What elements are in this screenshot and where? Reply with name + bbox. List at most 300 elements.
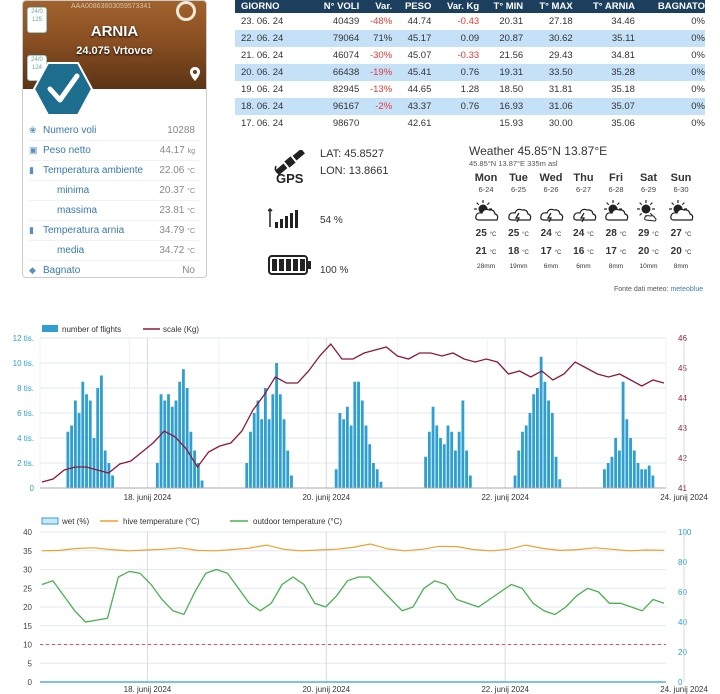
- table-row: [235, 115, 705, 132]
- flight-bar: [175, 401, 178, 489]
- table-cell: 19. 06. 24: [241, 84, 284, 95]
- flight-bar: [540, 357, 543, 488]
- flight-bar: [346, 407, 349, 488]
- legend-swatch-wet: [42, 518, 58, 524]
- table-header-cell: T° MIN: [479, 0, 523, 13]
- forecast-day: [568, 172, 600, 270]
- forecast-precip-unit: mm: [516, 263, 528, 270]
- battery-icon: [268, 255, 312, 275]
- table-cell: 23. 06. 24: [241, 16, 284, 27]
- forecast-day: [633, 172, 665, 270]
- x-tick-label: 18. junij 2024: [123, 685, 172, 694]
- flight-bar: [622, 382, 625, 488]
- property-value-number: 23.81: [159, 205, 185, 216]
- weight-icon: ▣: [29, 145, 38, 155]
- table-cell: 19.31: [479, 64, 523, 81]
- forecast-day: [470, 172, 502, 270]
- sun-cloud-icon: [470, 200, 502, 224]
- flight-bar: [644, 469, 647, 488]
- flight-bar: [529, 413, 532, 488]
- flight-bar: [443, 444, 446, 488]
- flight-bar: [257, 401, 260, 489]
- flight-bar: [458, 432, 461, 488]
- flight-bar: [521, 432, 524, 488]
- table-cell: 96167: [307, 98, 360, 115]
- right-tick-label: 40: [678, 618, 687, 627]
- flight-bar: [89, 401, 92, 489]
- table-cell: 79064: [307, 30, 360, 47]
- flight-bar: [625, 419, 628, 488]
- property-value: [159, 241, 195, 261]
- forecast-precip: [568, 263, 600, 270]
- forecast-day-name: Thu: [573, 172, 594, 184]
- storm-icon: [568, 200, 600, 224]
- flight-bar: [424, 457, 427, 488]
- left-tick-label: 20: [23, 603, 32, 612]
- table-cell: 17. 06. 24: [241, 118, 284, 129]
- flight-bar: [182, 369, 185, 488]
- location-pin-icon[interactable]: [190, 67, 200, 84]
- flight-bar: [342, 419, 345, 488]
- right-tick-label: 80: [678, 558, 687, 567]
- forecast-precip-unit: mm: [677, 263, 689, 270]
- property-unit: °C: [187, 168, 195, 175]
- property-row: [29, 181, 199, 201]
- table-cell: 20. 06. 24: [235, 64, 307, 81]
- table-row: [235, 81, 705, 98]
- table-cell: 29.43: [548, 50, 573, 61]
- table-cell: [431, 115, 479, 132]
- right-tick-label: 100: [678, 528, 692, 537]
- forecast-unit: °C: [684, 232, 692, 238]
- left-tick-label: 40: [23, 528, 32, 537]
- table-cell: 18.50: [499, 84, 524, 95]
- table-cell: -48%: [369, 16, 393, 27]
- property-value: [160, 141, 195, 161]
- hive-temperature-line: [42, 544, 664, 551]
- table-header-cell: Var. Kg: [431, 0, 479, 13]
- forecast-max-value: 24: [573, 228, 585, 239]
- flight-bar: [651, 476, 654, 489]
- forecast-precip-unit: mm: [646, 263, 658, 270]
- table-cell: 21. 06. 24: [241, 50, 284, 61]
- storm-icon: [503, 200, 535, 224]
- forecast-precip: [600, 263, 632, 270]
- property-row: [29, 141, 199, 161]
- sun-cloud-icon: [600, 200, 632, 224]
- forecast-max: [470, 228, 502, 239]
- flight-bar: [107, 463, 110, 488]
- property-row: [29, 161, 199, 181]
- x-tick-label: 20. junij 2024: [302, 685, 351, 694]
- table-cell: 46074: [332, 50, 360, 61]
- flight-bar: [603, 469, 606, 488]
- property-row: [29, 261, 199, 278]
- forecast-min: [665, 246, 697, 257]
- table-cell: 34.46: [611, 16, 635, 27]
- forecast-precip: [633, 263, 665, 270]
- table-row: [235, 64, 705, 81]
- property-row: [29, 241, 199, 261]
- forecast-max: [600, 228, 632, 239]
- right-tick-label: 0: [678, 678, 683, 687]
- property-value-number: 10288: [167, 125, 195, 136]
- flight-bar: [201, 481, 204, 489]
- forecast-max: [503, 228, 535, 239]
- hive-properties: [29, 121, 199, 278]
- right-tick-label: 20: [678, 648, 687, 657]
- forecast-date: 6-27: [575, 185, 591, 194]
- table-cell: 66438: [307, 64, 360, 81]
- flight-bar: [607, 463, 610, 488]
- table-cell: [359, 115, 392, 132]
- forecast-unit: °C: [554, 250, 562, 256]
- table-cell: 1.28: [460, 84, 480, 95]
- x-tick-label: 20. junij 2024: [302, 493, 351, 502]
- left-tick-label: 10 tis.: [12, 359, 34, 368]
- forecast-max-value: 27: [670, 228, 682, 239]
- forecast-max-value: 29: [638, 228, 650, 239]
- forecast-precip: [470, 263, 502, 270]
- forecast-date: 6-30: [673, 185, 689, 194]
- thermometer-icon: ▮: [29, 225, 34, 235]
- flight-bar: [96, 388, 99, 488]
- flight-bar: [275, 363, 278, 488]
- status-box-top-line1: 24/0: [31, 9, 43, 15]
- table-cell: 27.18: [548, 16, 573, 27]
- table-cell: 0.76: [431, 98, 479, 115]
- table-cell: 0.76: [431, 64, 479, 81]
- left-tick-label: 10: [23, 640, 32, 650]
- forecast-precip: [665, 263, 697, 270]
- property-value-number: 20.37: [159, 185, 185, 196]
- bee-icon: ❀: [29, 125, 37, 135]
- flight-bar: [633, 451, 636, 489]
- property-value: [159, 221, 195, 241]
- hive-name: ARNIA: [90, 23, 139, 40]
- table-row: [235, 13, 705, 30]
- left-tick-label: 8 tis.: [17, 384, 34, 393]
- forecast-precip-value: 28: [476, 263, 485, 270]
- flight-bar: [74, 401, 77, 489]
- forecast-min: [535, 246, 567, 257]
- table-cell: 35.18: [611, 84, 635, 95]
- table-cell: 0%: [635, 64, 705, 81]
- table-cell: 35.28: [573, 64, 635, 81]
- forecast-max-value: 25: [508, 228, 520, 239]
- gps-latitude: LAT: 45.8527: [320, 148, 385, 160]
- forecast-precip-value: 19: [509, 263, 517, 270]
- chart2-legend[interactable]: [42, 517, 342, 526]
- legend-label-outdoor: outdoor temperature (°C): [253, 517, 343, 526]
- forecast-date: 6-28: [608, 185, 624, 194]
- flight-bar: [283, 419, 286, 488]
- flight-bar: [365, 426, 368, 489]
- legend-label-flights: number of flights: [62, 325, 122, 334]
- thermometer-icon: ▮: [29, 165, 34, 175]
- flight-bar: [171, 407, 174, 488]
- forecast-unit: °C: [652, 232, 659, 238]
- forecast-day-name: Wed: [539, 172, 563, 184]
- property-label: Temperatura arnia: [43, 225, 125, 236]
- hive-card: [22, 0, 207, 278]
- forecast-min-value: 18: [508, 246, 520, 257]
- forecast-unit: °C: [684, 250, 692, 256]
- table-cell: 40439: [332, 16, 360, 27]
- table-cell: 35.06: [611, 118, 635, 129]
- property-value: [159, 201, 195, 221]
- table-cell: -30%: [369, 50, 393, 61]
- forecast-precip-unit: mm: [612, 263, 624, 270]
- x-tick-label: 18. junij 2024: [123, 493, 172, 502]
- flight-bar: [81, 382, 84, 488]
- table-cell: -19%: [359, 64, 392, 81]
- forecast-date: 6-24: [478, 185, 494, 194]
- property-value-number: 22.06: [159, 165, 185, 176]
- flight-bar: [260, 419, 263, 488]
- forecast-min: [568, 246, 600, 257]
- property-unit: °C: [187, 188, 195, 195]
- flight-bar: [350, 426, 353, 489]
- property-label: Numero voli: [43, 125, 97, 136]
- forecast-precip-unit: mm: [484, 263, 496, 270]
- forecast-unit: °C: [554, 232, 562, 238]
- flight-bar: [376, 469, 379, 488]
- forecast-unit: °C: [587, 232, 594, 238]
- forecast-day-name: Sun: [670, 172, 692, 184]
- flight-bar: [78, 413, 81, 488]
- check-hexagon-icon: [33, 61, 93, 117]
- hive-code: AAA00863603059573341: [71, 3, 152, 10]
- table-row: [235, 98, 705, 115]
- property-value: [182, 261, 195, 278]
- table-cell: 45.07: [407, 50, 432, 61]
- flight-bar: [514, 476, 517, 489]
- property-value-number: No: [182, 265, 195, 276]
- forecast-min-value: 20: [670, 246, 682, 257]
- table-cell: 42.61: [407, 118, 432, 129]
- signal-bars-icon: [268, 207, 300, 229]
- property-unit: °C: [187, 228, 195, 235]
- gps-longitude: LON: 13.8661: [320, 165, 389, 177]
- flight-bar: [372, 463, 375, 488]
- forecast-unit: °C: [587, 250, 594, 256]
- weather-subtitle: 45.85°N 13.87°E 335m asl: [469, 159, 558, 168]
- x-tick-label: 22. junij 2024: [481, 685, 529, 694]
- table-cell: -2%: [359, 98, 392, 115]
- flight-bar: [547, 401, 550, 489]
- forecast-max-value: 25: [475, 228, 487, 239]
- table-cell: 15.93: [499, 118, 524, 129]
- forecast-precip-unit: mm: [579, 263, 591, 270]
- flight-bar: [558, 479, 561, 488]
- flight-bar: [629, 438, 632, 488]
- left-tick-label: 0: [27, 678, 32, 687]
- forecast-min: [470, 246, 502, 257]
- property-label: media: [57, 245, 85, 256]
- left-tick-label: 12 tis.: [12, 334, 34, 343]
- x-tick-label: 24. junij 2024: [660, 493, 708, 502]
- forecast-max: [633, 228, 665, 239]
- forecast-date: 6-25: [510, 185, 526, 194]
- forecast-max-value: 24: [540, 228, 552, 239]
- flight-bar: [178, 382, 181, 488]
- table-cell: 43.37: [392, 98, 431, 115]
- table-header-cell: PESO: [392, 0, 431, 13]
- property-unit: °C: [187, 208, 195, 215]
- forecast-max-value: 28: [605, 228, 617, 239]
- flight-bar: [435, 426, 438, 489]
- flight-bar: [357, 382, 360, 488]
- table-cell: -0.33: [457, 50, 480, 61]
- flight-bar: [268, 419, 271, 488]
- daily-table: [235, 0, 705, 132]
- flight-bar: [454, 451, 457, 489]
- left-tick-label: 5: [27, 659, 32, 669]
- flight-bar: [290, 476, 293, 489]
- forecast-day-name: Mon: [474, 172, 498, 184]
- left-tick-label: 25: [23, 584, 32, 594]
- property-value-number: 34.72: [159, 245, 185, 256]
- table-cell: 0%: [691, 50, 705, 61]
- flight-bar: [618, 451, 621, 489]
- flight-bar: [447, 426, 450, 489]
- gear-icon[interactable]: [176, 1, 196, 21]
- left-tick-label: 0: [29, 484, 34, 493]
- property-value: [159, 161, 195, 181]
- property-value: [167, 121, 195, 140]
- forecast-max: [568, 228, 600, 239]
- table-header: [235, 0, 705, 13]
- forecast-precip-value: 8: [608, 263, 613, 270]
- weather-source: [614, 286, 703, 293]
- left-tick-label: 4 tis.: [17, 434, 34, 443]
- property-label: Bagnato: [43, 265, 81, 276]
- flight-bar: [536, 388, 539, 488]
- forecast-min-value: 16: [573, 246, 585, 257]
- flight-bar: [368, 444, 371, 488]
- legend-label-wet: wet (%): [62, 517, 90, 526]
- forecast-unit: °C: [522, 232, 529, 238]
- flight-bar: [70, 426, 73, 489]
- flight-bar: [338, 413, 341, 488]
- meteoblue-link[interactable]: meteoblue: [670, 286, 704, 293]
- table-header-cell: N° VOLI: [307, 0, 360, 13]
- property-row: [29, 221, 199, 241]
- table-cell: 71%: [359, 30, 392, 47]
- flight-bar: [637, 463, 640, 488]
- property-value-number: 34.79: [159, 225, 185, 236]
- property-row: [29, 201, 199, 221]
- table-cell: 33.50: [523, 64, 573, 81]
- forecast-day-name: Sat: [639, 172, 658, 184]
- right-tick-label: 44: [678, 394, 687, 403]
- flight-bar: [93, 438, 96, 488]
- forecast-day: [665, 172, 697, 270]
- weather-source-label: Fonte dati meteo:: [614, 286, 669, 293]
- flight-bar: [286, 451, 289, 489]
- forecast-min-value: 17: [540, 246, 552, 257]
- table-cell: 0%: [691, 16, 705, 27]
- forecast-min: [600, 246, 632, 257]
- flight-bar: [439, 438, 442, 488]
- forecast-precip: [503, 263, 535, 270]
- forecast-min: [503, 246, 535, 257]
- left-tick-label: 35: [23, 546, 32, 556]
- forecast-precip-value: 8: [673, 263, 678, 270]
- table-cell: 35.07: [573, 98, 635, 115]
- table-cell: 31.06: [523, 98, 573, 115]
- flight-bar: [335, 469, 338, 488]
- property-value: [159, 181, 195, 201]
- flight-bar: [193, 451, 196, 489]
- flight-bar: [611, 457, 614, 488]
- flight-bar: [432, 407, 435, 488]
- forecast-precip-value: 6: [543, 263, 548, 270]
- flight-bar: [465, 451, 468, 489]
- left-tick-label: 15: [23, 621, 32, 631]
- forecast-precip-unit: mm: [547, 263, 559, 270]
- table-cell: 31.81: [548, 84, 573, 95]
- chart1-legend[interactable]: [42, 325, 199, 334]
- left-tick-label: 6 tis.: [17, 409, 34, 418]
- table-cell: 45.41: [392, 64, 431, 81]
- table-header-cell: GIORNO: [235, 0, 307, 13]
- table-header-cell: BAGNATO: [635, 0, 705, 13]
- forecast-day: [503, 172, 535, 270]
- flight-bar: [160, 394, 163, 488]
- flight-bar: [104, 451, 107, 489]
- outdoor-temperature-line: [42, 570, 664, 623]
- flight-bar: [551, 413, 554, 488]
- status-box-top-line2: 125: [31, 17, 42, 23]
- forecast-day-name: Fri: [608, 172, 624, 184]
- status-box-top: [27, 7, 47, 33]
- flight-bar: [469, 476, 472, 489]
- flight-bar: [525, 426, 528, 489]
- forecast-unit: °C: [522, 250, 529, 256]
- table-cell: 30.62: [523, 30, 573, 47]
- temperature-chart: [0, 510, 720, 694]
- forecast-unit: °C: [619, 250, 627, 256]
- table-row: [235, 47, 705, 64]
- property-label: minima: [57, 185, 90, 196]
- gps-label: GPS: [276, 171, 304, 186]
- right-tick-label: 43: [678, 424, 687, 433]
- weather-title: Weather 45.85°N 13.87°E: [469, 144, 608, 158]
- forecast-unit: °C: [489, 250, 497, 256]
- legend-label-scale: scale (Kg): [163, 325, 200, 334]
- table-cell: 30.00: [548, 118, 573, 129]
- right-tick-label: 46: [678, 334, 687, 343]
- forecast-min: [633, 246, 665, 257]
- storm-icon: [535, 200, 567, 224]
- property-label: Temperatura ambiente: [43, 165, 144, 176]
- legend-label-hive: hive temperature (°C): [123, 517, 200, 526]
- table-cell: -13%: [369, 84, 393, 95]
- flight-bar: [450, 432, 453, 488]
- flight-bar: [353, 382, 356, 488]
- flight-bar: [189, 432, 192, 488]
- flight-bar: [167, 394, 170, 488]
- x-tick-label: 24. junij 2024: [660, 685, 708, 694]
- flight-bar: [461, 401, 464, 489]
- table-cell: 22. 06. 24: [235, 30, 307, 47]
- sun-icon: [633, 200, 665, 224]
- table-header-cell: Var.: [359, 0, 392, 13]
- table-cell: 0%: [635, 30, 705, 47]
- signal-strength: 54 %: [320, 215, 343, 226]
